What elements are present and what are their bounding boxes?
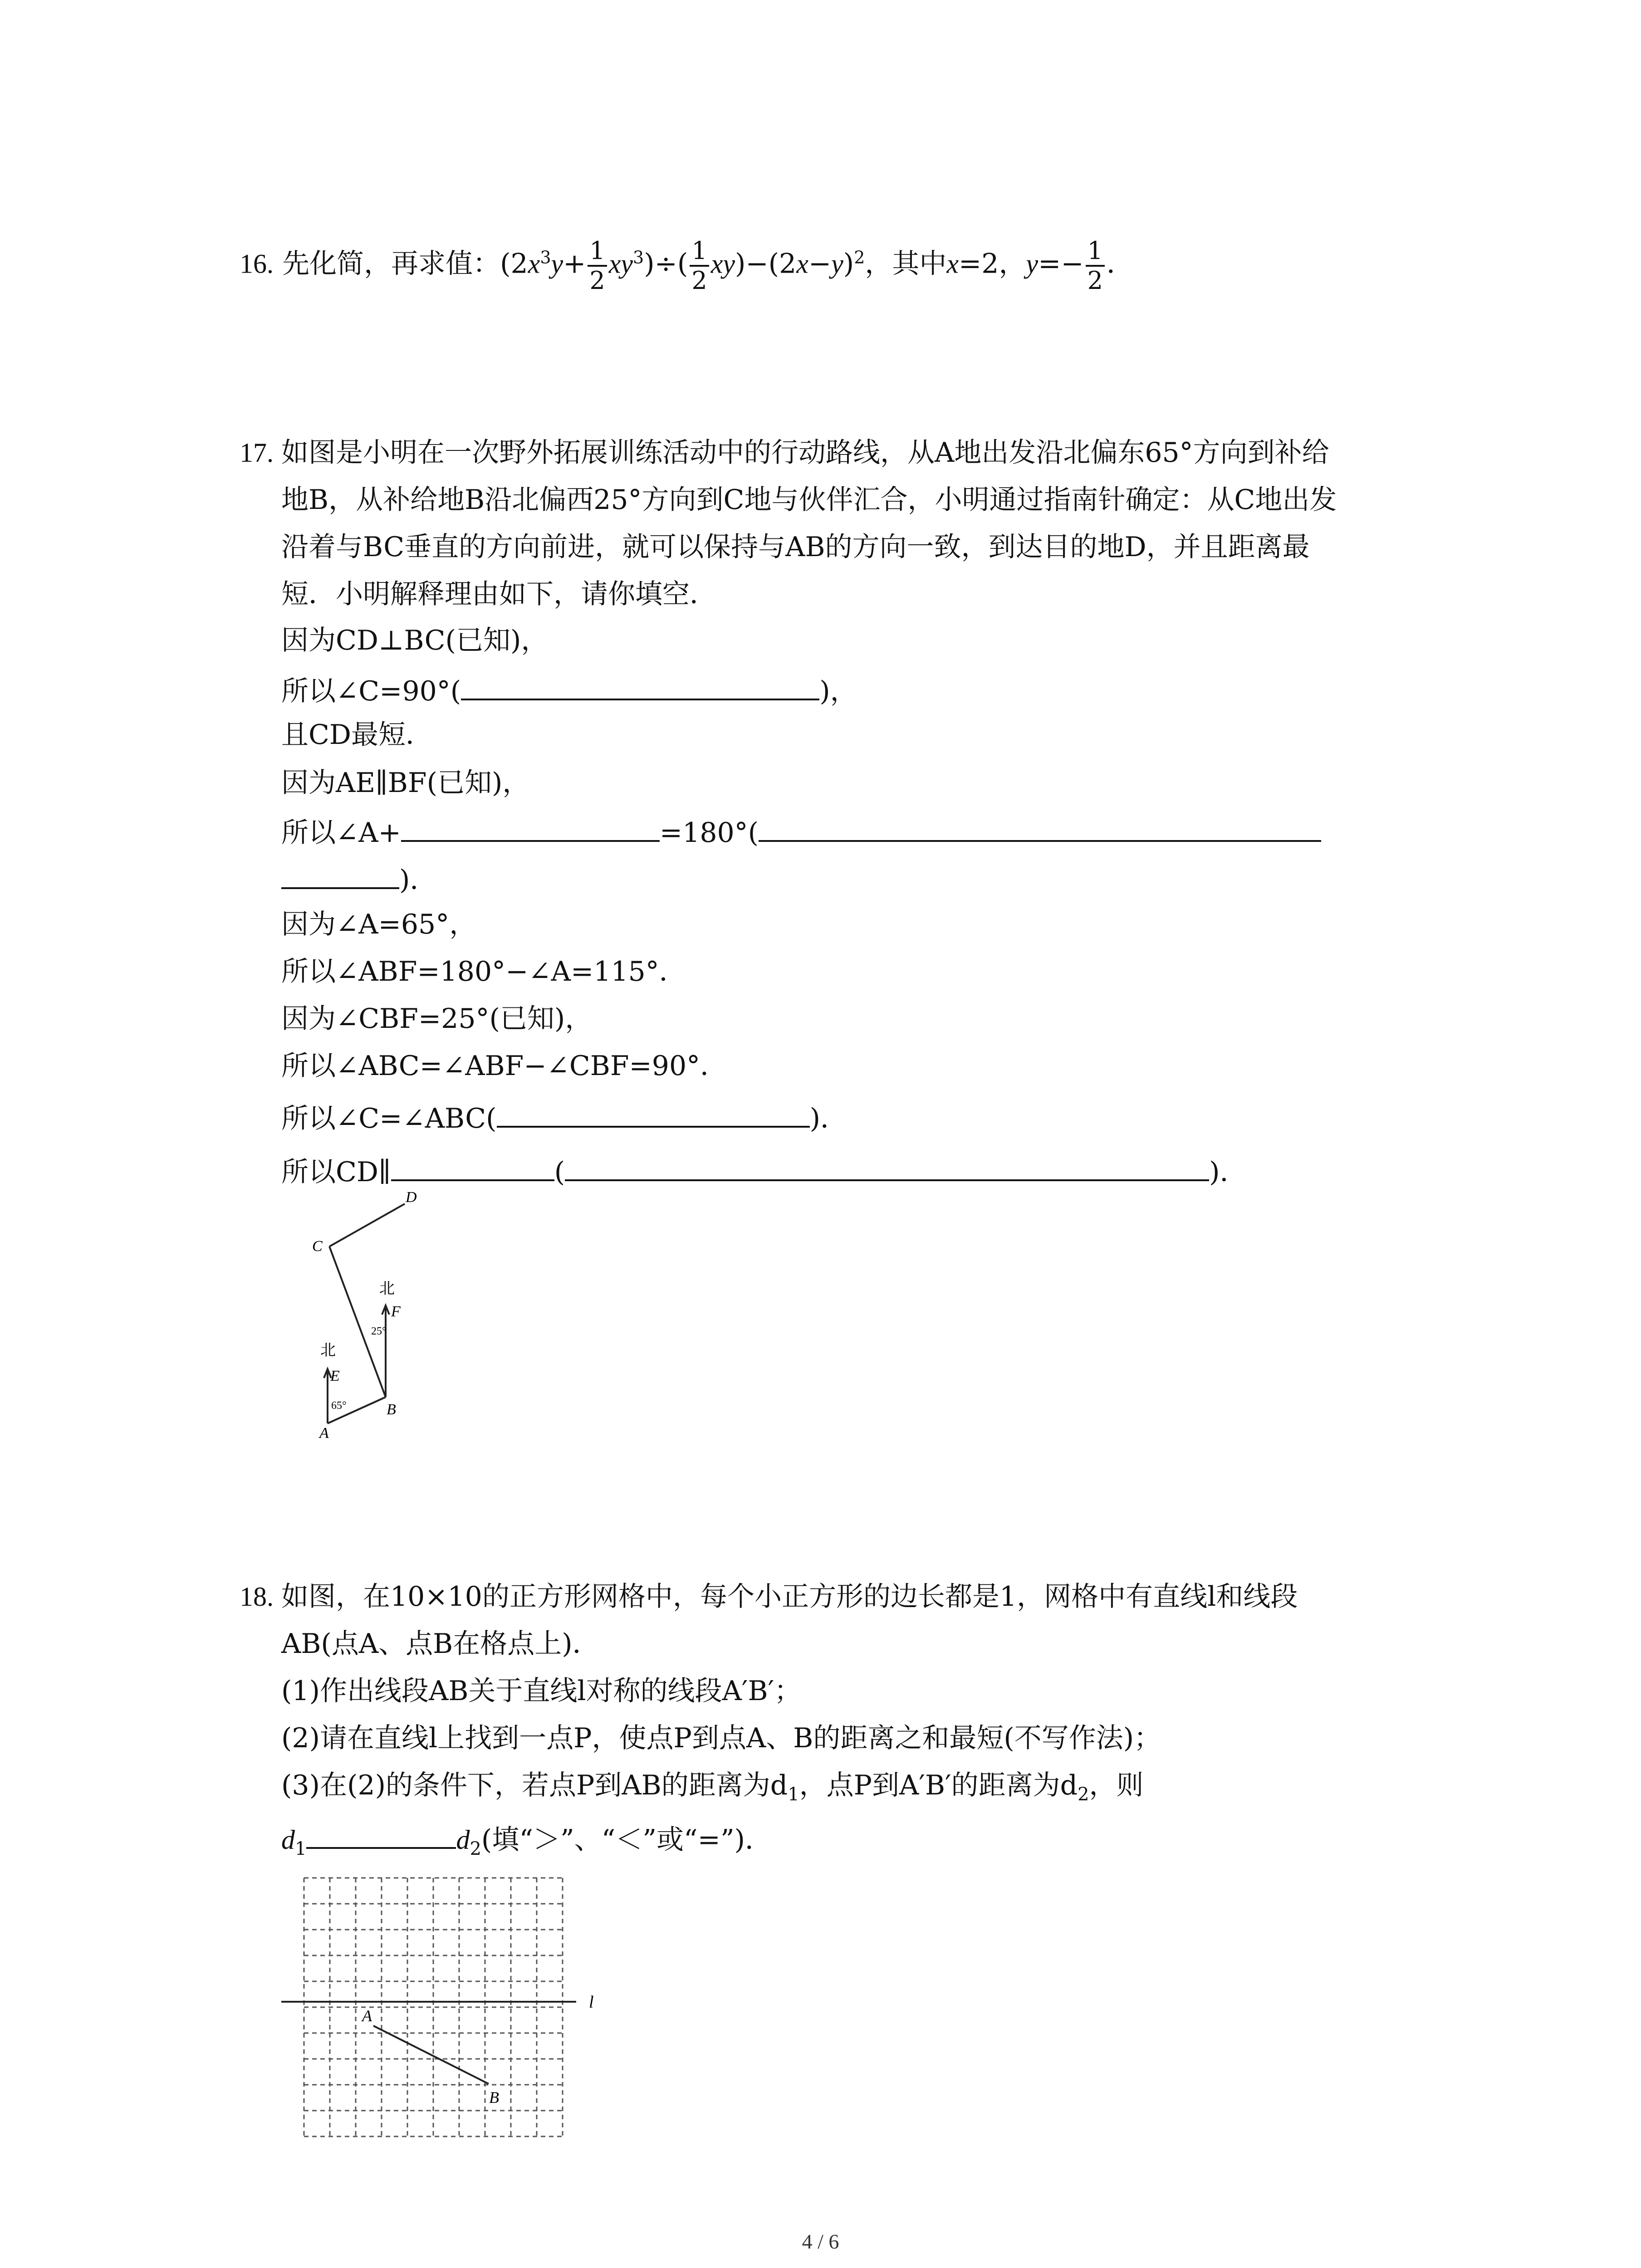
q17-text-3: 沿着与BC垂直的方向前进，就可以保持与AB的方向一致，到达目的地D，并且距离最	[281, 531, 1310, 563]
q18-text-2: AB(点A、点B在格点上)．	[281, 1628, 600, 1660]
fraction-half: $\frac{1}{2}$	[690, 237, 709, 295]
q17-proof-7: 所以∠ABF=180°−∠A=115°．	[281, 956, 686, 987]
label-65deg: 65°	[331, 1400, 347, 1412]
q17-route-diagram	[272, 1188, 436, 1442]
q18-text-3: (1)作出线段AB关于直线l对称的线段A′B′；	[281, 1675, 802, 1707]
segment-cd	[329, 1204, 405, 1246]
label-a: A	[319, 1425, 329, 1442]
q17-proof-8: 因为∠CBF=25°(已知)，	[281, 1003, 593, 1035]
q18-text-5: (3)在(2)的条件下，若点P到AB的距离为$d_1$，点P到A′B′的距离为$d_2$，则	[281, 1769, 1144, 1805]
label-f: F	[391, 1303, 401, 1320]
q17-proof-3: 且CD最短．	[281, 719, 433, 751]
q18-grid-diagram	[281, 1872, 608, 2148]
answer-blank-3-cont[interactable]	[281, 859, 399, 889]
answer-blank-2[interactable]	[401, 812, 660, 842]
fraction-half: $\frac{1}{2}$	[588, 237, 607, 295]
q17-proof-5b: )．	[281, 859, 437, 898]
label-north-a: 北	[320, 1342, 336, 1359]
q16-lead: 先化简，再求值：	[282, 248, 500, 280]
label-north-b: 北	[379, 1281, 395, 1297]
q17-proof-10: 所以∠C=∠ABC( )．	[281, 1098, 847, 1137]
label-l: l	[589, 1993, 594, 2012]
q16-number: 16.	[240, 249, 274, 279]
q17-text-1: 如图是小明在一次野外拓展训练活动中的行动路线，从A地出发沿北偏东65°方向到补给	[281, 437, 1329, 469]
answer-blank-6[interactable]	[565, 1151, 1209, 1181]
q18-text-6: $d_1$ $d_2$(填“＞”、“＜”或“=”)．	[281, 1819, 772, 1867]
label-d: D	[406, 1189, 417, 1206]
answer-blank-5[interactable]	[391, 1151, 554, 1181]
q17-text-2: 地B，从补给地B沿北偏西25°方向到C地与伙伴汇合，小明通过指南针确定：从C地出发	[281, 484, 1337, 516]
label-b: B	[387, 1401, 396, 1418]
fraction-half: $\frac{1}{2}$	[1086, 237, 1105, 295]
q18-text-1: 如图，在10×10的正方形网格中，每个小正方形的边长都是1，网格中有直线l和线段	[281, 1581, 1298, 1613]
answer-blank-3[interactable]	[759, 812, 1321, 842]
label-b-grid: B	[489, 2088, 499, 2107]
q17-number: 17.	[240, 438, 274, 468]
q17-proof-2: 所以∠C=90°( )，	[281, 670, 857, 709]
q16-line: 16. 先化简，再求值：($2x^3y+$ $\frac{1}{2}$ $xy^3)\div$( $\frac{1}{2}$ $xy)-(2x-y)^2$，其中x=2，y=− $\frac{1}{2}$ ．	[240, 236, 1134, 295]
q17-text-4: 短．小明解释理由如下，请你填空．	[281, 578, 717, 610]
q17-proof-11: 所以CD∥ ( )．	[281, 1151, 1247, 1190]
answer-blank-4[interactable]	[497, 1098, 810, 1128]
page-number: 4 / 6	[802, 2230, 839, 2253]
q18-text-4: (2)请在直线l上找到一点P，使点P到点A、B的距离之和最短(不写作法)；	[281, 1722, 1161, 1754]
segment-ab-grid	[373, 2026, 489, 2084]
q17-proof-5: 所以∠A+ =180°(	[281, 812, 1321, 851]
q17-proof-1: 因为CD⊥BC(已知)，	[281, 625, 549, 656]
q18-number: 18.	[240, 1582, 274, 1612]
q17-proof-4: 因为AE∥BF(已知)，	[281, 767, 530, 799]
label-e: E	[330, 1368, 340, 1384]
q17-proof-9: 所以∠ABC=∠ABF−∠CBF=90°．	[281, 1050, 728, 1082]
label-25deg: 25°	[371, 1325, 387, 1337]
label-c: C	[312, 1238, 323, 1255]
answer-blank-1[interactable]	[461, 670, 819, 700]
q17-proof-6: 因为∠A=65°，	[281, 909, 477, 940]
answer-blank-d[interactable]	[306, 1819, 456, 1849]
label-a-grid: A	[362, 2007, 372, 2025]
